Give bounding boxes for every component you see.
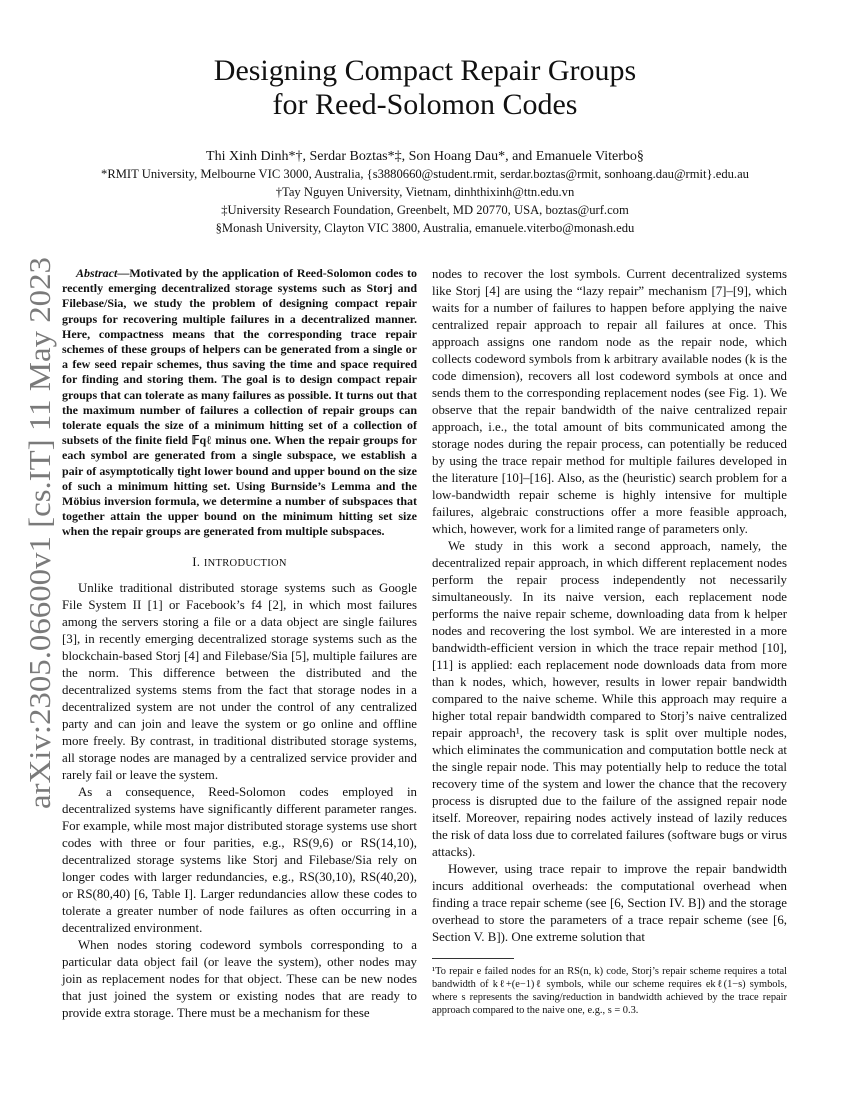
affiliation-monash: §Monash University, Clayton VIC 3800, Australia, emanuele.viterbo@monash.edu <box>215 221 635 235</box>
abstract-text: —Motivated by the application of Reed-Solomon codes to recently emerging decentralized storage systems such as Storj and Filebase/Sia, we study the problem of designing compact repair groups for recovering multiple failures in a decentralized manner. Here, compactness means that the corresponding trace repair schemes of these groups of helpers can be generated from a single or a few seed repair schemes, thus saving the time and space required for finding and storing them. The goal is to design compact repair groups that can tolerate as many failures as possible. It turns out that the maximum number of failures a collection of repair groups can tolerate equals the size of a minimum hitting set of a collection of subsets of the finite field 𝔽qℓ minus one. When the repair groups for each symbol are generated from a single subspace, we establish a pair of asymptotically tight lower bound and upper bound on the size of such a minimum hitting set. Using Burnside’s Lemma and the Möbius inversion formula, we determine a number of subspaces that together attain the upper bound on the minimum hitting set size when the repair groups are generated from multiple subspaces. <box>62 266 417 539</box>
left-column <box>62 266 417 1022</box>
intro-paragraph-3: When nodes storing codeword symbols corresponding to a particular data object fail (or leave the system), other nodes may join as replacement nodes for that object. These can be new nodes that just joined the system or existing nodes that are ready to provide extra storage. There must be a mechanism for these <box>62 937 417 1020</box>
section-heading <box>62 554 417 572</box>
title-line-2: for Reed-Solomon Codes <box>272 88 578 121</box>
intro-paragraph-5: We study in this work a second approach, namely, the decentralized repair approach, in which different replacement nodes perform the repair process independently not necessarily simultaneously. In its naive version, each replacement node performs the naive repair scheme, downloading data from k helper nodes and recovering the lost symbol. We are interested in a more bandwidth-efficient version in which the trace repair method [10], [11] is applied: each replacement node downloads data from more than k nodes, which, however, results in lower repair bandwidth compared to the naive scheme. While this approach may require a higher total repair bandwidth compared to Storj’s naive centralized repair approach¹, the recovery task is split over multiple nodes, which eliminates the communication and computation bottle neck at the single repair node. This may potentially help to reduce the total recovery time of the system and lower the chance that the recovery process is disrupted due to the failure of the assigned repair node itself. Moreover, repairing nodes actively instead of lazily reduces the risk of data loss due to correlated failures (software bugs or virus attacks). <box>432 539 787 859</box>
section-number: I. <box>192 554 201 569</box>
affiliation-urf: ‡University Research Foundation, Greenbelt, MD 20770, USA, boztas@urf.com <box>221 203 629 217</box>
abstract-label: Abstract <box>76 266 118 280</box>
intro-paragraph-2: As a consequence, Reed-Solomon codes employed in decentralized systems have significantly different parameter ranges. For example, while most major distributed storage systems use short codes with three or four parities, e.g., RS(9,6) or RS(14,10), decentralized storage systems like Storj and Filebase/Sia rely on longer codes with larger redundancies, e.g., RS(30,10), RS(40,20), or RS(80,40) [6, Table I]. Larger redundancies allow these codes to tolerate a greater number of node failures as often occurring in a decentralized environment. <box>62 784 417 935</box>
author-list: Thi Xinh Dinh*†, Serdar Boztas*‡, Son Hoang Dau*, and Emanuele Viterbo§ <box>206 149 644 164</box>
abstract <box>62 266 417 540</box>
arxiv-identifier: arXiv:2305.06600v1 [cs.IT] 11 May 2023 <box>22 288 57 809</box>
title-line-1: Designing Compact Repair Groups <box>213 54 637 87</box>
intro-paragraph-1: Unlike traditional distributed storage systems such as Google File System II [1] or Facebook’s f4 [2], in which most failures among the servers storing a file or a data object are single failures [3], in recently emerging decentralized storage systems such as the blockchain-based Storj [4] and Filebase/Sia [5], multiple failures are the norm. This difference between the distributed and the decentralized systems stems from the fact that storage nodes in a decentralized system are not under the control of any centralized party and can join and leave the system or go online and offline more freely. By contrast, in traditional distributed storage systems, all storage nodes are managed by a centralized service provider and rarely fail or leave the system. <box>62 580 417 782</box>
right-column <box>432 266 787 946</box>
footnote-rule <box>432 958 514 959</box>
affiliation-rmit: *RMIT University, Melbourne VIC 3000, Australia, {s3880660@student.rmit, serdar.boztas@rmit, sonhoang.dau@rmit}.edu.au <box>101 167 749 181</box>
section-title: INTRODUCTION <box>203 557 287 569</box>
arxiv-stamp <box>6 255 60 811</box>
paper-title <box>60 54 790 122</box>
intro-paragraph-6: However, using trace repair to improve the repair bandwidth incurs additional overheads: the computational overhead when finding a trace repair scheme (see [6, Section IV. B]) and the storage overhead to store the parameters of a trace repair scheme (see [6, Section V. B]). One extreme solution that <box>432 862 787 944</box>
footnote: ¹To repair e failed nodes for an RS(n, k) code, Storj’s repair scheme requires a total bandwidth of kℓ+(e−1)ℓ symbols, while our scheme requires ekℓ(1−s) symbols, where s represents the saving/reduction in bandwidth achieved by the trace repair approach compared to the naive one, e.g., s = 0.3. <box>432 966 787 1016</box>
intro-paragraph-4: nodes to recover the lost symbols. Current decentralized systems like Storj [4] are using the “lazy repair” mechanism [7]–[9], which waits for a number of failures to happen before applying the naive centralized repair approach to repair all failures at once. This approach assigns one random node as the repair node, which collects codeword symbols from k arbitrary available nodes (k is the code dimension), recovers all lost codeword symbols at once and sends them to the corresponding replacement nodes (see Fig. 1). We observe that the repair bandwidth of the naive centralized repair approach, i.e., the total amount of bits communicated among the storage nodes during the repair process, can potentially be reduced by using the trace repair method for multiple failures developed in the literature [10]–[16]. Also, as the (heuristic) search problem for a low-bandwidth repair scheme is highly intensive for multiple failures, algebraic constructions offer a more feasible approach, which, however, work for a limited range of parameters only. <box>432 267 787 536</box>
affiliation-tay-nguyen: †Tay Nguyen University, Vietnam, dinhthixinh@ttn.edu.vn <box>275 185 575 199</box>
